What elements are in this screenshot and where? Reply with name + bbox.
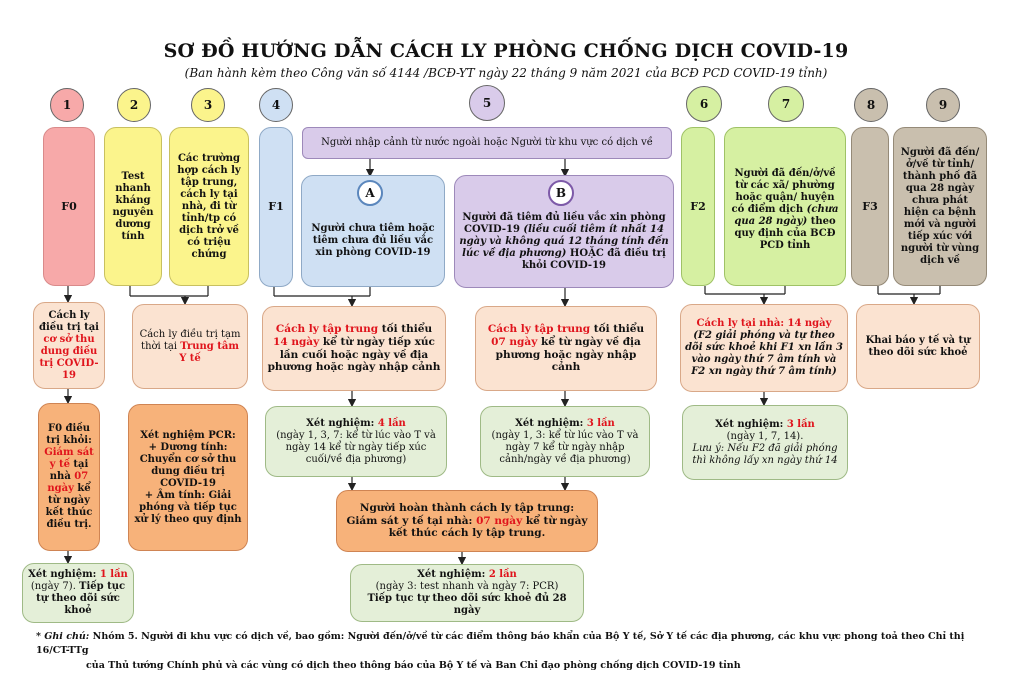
step-badge-6: 6 — [686, 86, 722, 122]
subgroup-b-badge: B — [548, 180, 574, 206]
subgroup-a-unvaccinated: Người chưa tiêm hoặc tiêm chưa đủ liều vắc xin phòng COVID-19 — [301, 175, 445, 287]
action-group5b-quarantine: Cách ly tập trung tối thiểu 07 ngày kể từ ngày về địa phương hoặc ngày nhập cảnh — [475, 306, 657, 391]
step-badge-8: 8 — [854, 88, 888, 122]
test-f0-box: Xét nghiệm: 1 lần (ngày 7). Tiếp tục tự theo dõi sức khoẻ — [22, 563, 134, 623]
action-self-monitor: Khai báo y tế và tự theo dõi sức khoẻ — [856, 304, 980, 389]
footnote-label: * Ghi chú: — [36, 631, 90, 642]
category-f0: F0 — [43, 127, 95, 286]
step-badge-1: 1 — [50, 88, 84, 122]
step-badge-9: 9 — [926, 88, 960, 122]
action-health-center: Cách ly điều trị tạm thời tại Trung tâm Y tế — [132, 304, 248, 389]
page-subtitle: (Ban hành kèm theo Công văn số 4144 /BCĐ-YT ngày 22 tháng 9 năm 2021 của BCĐ PCD COVID-19 tỉnh) — [184, 66, 828, 80]
step-badge-3: 3 — [191, 88, 225, 122]
final-test-box: Xét nghiệm: 2 lần (ngày 3: test nhanh và ngày 7: PCR) Tiếp tục tự theo dõi sức khoẻ đủ 28 ngày — [350, 564, 584, 622]
footnote-text: Nhóm 5. Người đi khu vực có dịch về, bao gồm: Người đến/ở/về từ các điểm thông báo khẩn của Bộ Y tế, Sở Y tế các địa phương, các khu vực phong toả theo Chỉ thị 16/CT-TTg — [36, 631, 965, 657]
action-f1-quarantine: Cách ly tập trung tối thiểu 14 ngày kể từ ngày tiếp xúc lần cuối hoặc ngày về địa phương hoặc ngày nhập cảnh — [262, 306, 446, 391]
f0-release-box: F0 điều trị khỏi: Giám sát y tế tại nhà 07 ngày kể từ ngày kết thúc điều trị. — [38, 403, 100, 551]
completion-box: Người hoàn thành cách ly tập trung: Giám sát y tế tại nhà: 07 ngày kể từ ngày kết thúc cách ly tập trung. — [336, 490, 598, 552]
action-home-quarantine: Cách ly tại nhà: 14 ngày (F2 giải phóng và tự theo dõi sức khoẻ khi F1 xn lần 3 vào ngày thứ 7 âm tính và F2 xn ngày thứ 7 âm tính) — [680, 304, 848, 392]
test-f2-box: Xét nghiệm: 3 lần (ngày 1, 7, 14). Lưu ý: Nếu F2 đã giải phóng thì không lấy xn ngày thứ 14 — [682, 405, 848, 480]
category-f3: F3 — [851, 127, 889, 286]
pcr-test-box: Xét nghiệm PCR: + Dương tính: Chuyển cơ sở thu dung điều trị COVID-19 + Âm tính: Giải phóng và tiếp tục xử lý theo quy định — [128, 404, 248, 551]
step-badge-5: 5 — [469, 85, 505, 121]
page-title: SƠ ĐỒ HƯỚNG DẪN CÁCH LY PHÒNG CHỐNG DỊCH COVID-19 — [163, 40, 849, 62]
test-f1-box: Xét nghiệm: 4 lần (ngày 1, 3, 7: kể từ lúc vào T và ngày 14 kể từ ngày tiếp xúc cuối/về địa phương) — [265, 406, 447, 477]
action-f0-facility: Cách ly điều trị tại cơ sở thu dung điều trị COVID-19 — [33, 302, 105, 389]
category-inbound-travellers: Người nhập cảnh từ nước ngoài hoặc Người từ khu vực có dịch về — [302, 127, 672, 159]
category-outbreak-area: Người đã đến/ở/về từ các xã/ phường hoặc quận/ huyện có điểm dịch (chưa qua 28 ngày) theo quy định của BCĐ PCD tỉnh — [724, 127, 846, 286]
category-cleared-area: Người đã đến/ở/về từ tỉnh/ thành phố đã qua 28 ngày chưa phát hiện ca bệnh mới và người tiếp xúc với người từ vùng dịch về — [893, 127, 987, 286]
footnote — [36, 630, 996, 673]
subgroup-a-badge: A — [357, 180, 383, 206]
category-f1: F1 — [259, 127, 293, 287]
category-symptomatic: Các trường hợp cách ly tập trung, cách ly tại nhà, đi từ tỉnh/tp có dịch trở về có triệu chứng — [169, 127, 249, 286]
step-badge-2: 2 — [117, 88, 151, 122]
category-rapid-test-positive: Test nhanh kháng nguyên dương tính — [104, 127, 162, 286]
step-badge-7: 7 — [768, 86, 804, 122]
step-badge-4: 4 — [259, 88, 293, 122]
subgroup-b-vaccinated: Người đã tiêm đủ liều vắc xin phòng COVID-19 (liều cuối tiêm ít nhất 14 ngày và không quá 12 tháng tính đến lúc về địa phương) HOẶC đã điều trị khỏi COVID-19 — [454, 175, 674, 288]
category-f2: F2 — [681, 127, 715, 286]
footnote-text-2: của Thủ tướng Chính phủ và các vùng có dịch theo thông báo của Bộ Y tế và Ban Chỉ đạo phòng chống dịch COVID-19 tỉnh — [86, 659, 741, 671]
test-group5b-box: Xét nghiệm: 3 lần (ngày 1, 3: kể từ lúc vào T và ngày 7 kể từ ngày nhập cảnh/ngày về địa phương) — [480, 406, 650, 477]
